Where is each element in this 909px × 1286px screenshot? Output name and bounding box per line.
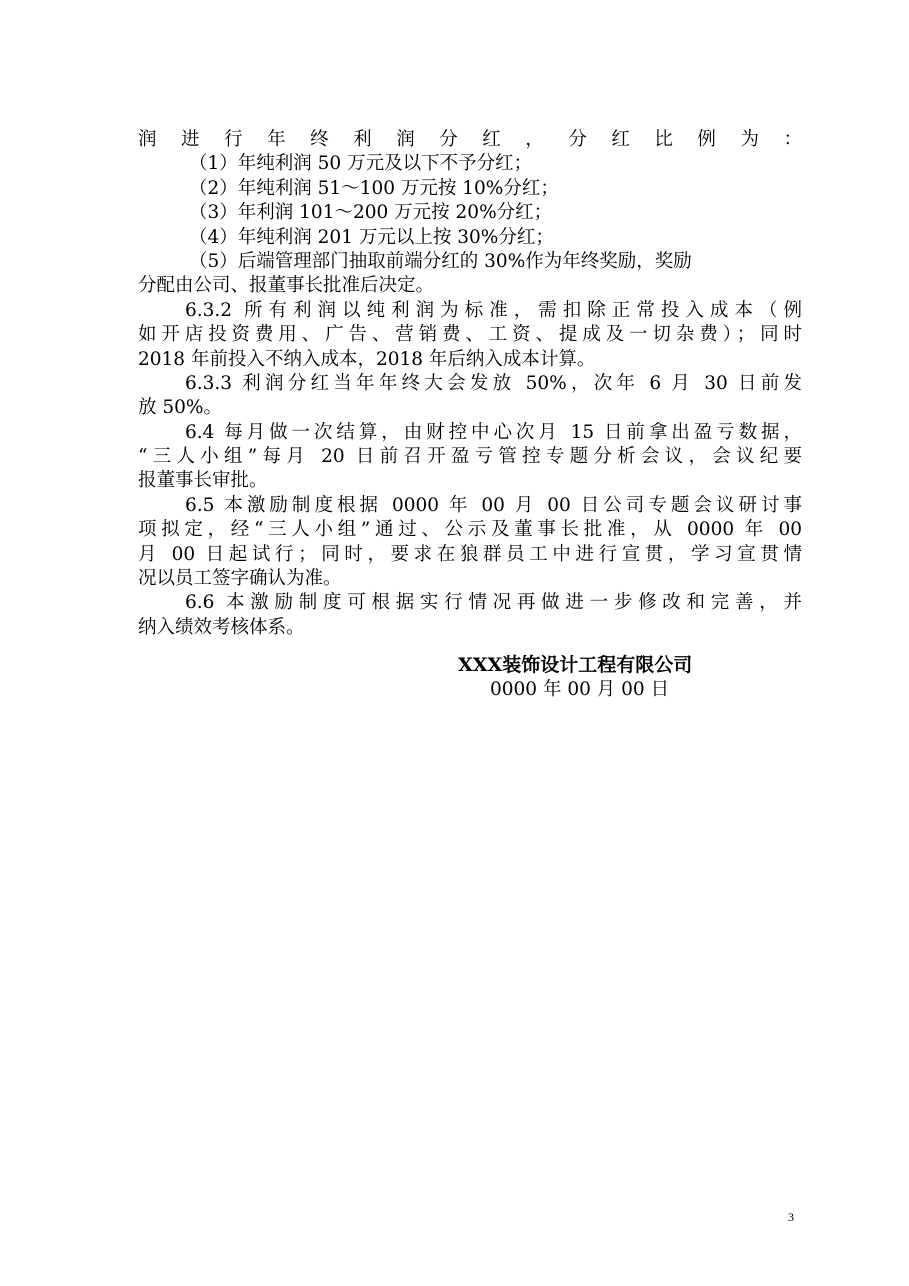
clause-6-5: 6.5 本激励制度根据 0000 年 00 月 00 日公司专题会议研讨事 (185, 494, 802, 516)
paragraph-line: “三人小组”每月 20 日前召开盈亏管控专题分析会议，会议纪要 (138, 446, 802, 468)
clause-6-3-2: 6.3.2 所有利润以纯利润为标准，需扣除正常投入成本（例 (185, 299, 802, 321)
list-item-4: （4）年纯利润 201 万元以上按 30%分红； (189, 226, 554, 248)
clause-6-4: 6.4 每月做一次结算，由财控中心次月 15 日前拿出盈亏数据， (185, 421, 802, 443)
paragraph-line: 如开店投资费用、广告、营销费、工资、提成及一切杂费）；同时 (138, 324, 802, 346)
document-body (138, 128, 802, 640)
paragraph-line: 报董事长审批。 (138, 470, 268, 492)
signature-date: 0000 年 00 月 00 日 (490, 679, 670, 700)
paragraph-line: 月 00 日起试行；同时，要求在狼群员工中进行宣贯，学习宣贯情 (138, 543, 802, 565)
list-item-1: （1）年纯利润 50 万元及以下不予分红； (189, 153, 533, 175)
paragraph-line: 纳入绩效考核体系。 (138, 616, 305, 638)
paragraph-line: 分配由公司、报董事长批准后决定。 (138, 275, 435, 297)
clause-6-6: 6.6 本激励制度可根据实行情况再做进一步修改和完善，并 (185, 592, 802, 614)
list-item-5: （5）后端管理部门抽取前端分红的 30%作为年终奖励，奖励 (189, 250, 692, 272)
company-name: XXX装饰设计工程有限公司 (458, 654, 693, 676)
paragraph-line: 润进行年终利润分红，分红比例为： (138, 129, 802, 150)
clause-6-3-3: 6.3.3 利润分红当年年终大会发放 50%，次年 6 月 30 日前发 (185, 372, 802, 394)
page-number: 3 (788, 1210, 794, 1224)
signature-block (458, 652, 758, 702)
list-item-2: （2）年纯利润 51～100 万元按 10%分红； (189, 177, 559, 199)
paragraph-line: 项拟定，经“三人小组”通过、公示及董事长批准，从 0000 年 00 (138, 519, 802, 541)
paragraph-line: 2018 年前投入不纳入成本，2018 年后纳入成本计算。 (138, 348, 596, 370)
paragraph-line: 况以员工签字确认为准。 (138, 568, 342, 590)
list-item-3: （3）年利润 101～200 万元按 20%分红； (189, 202, 553, 224)
paragraph-line: 放 50%。 (138, 397, 222, 419)
